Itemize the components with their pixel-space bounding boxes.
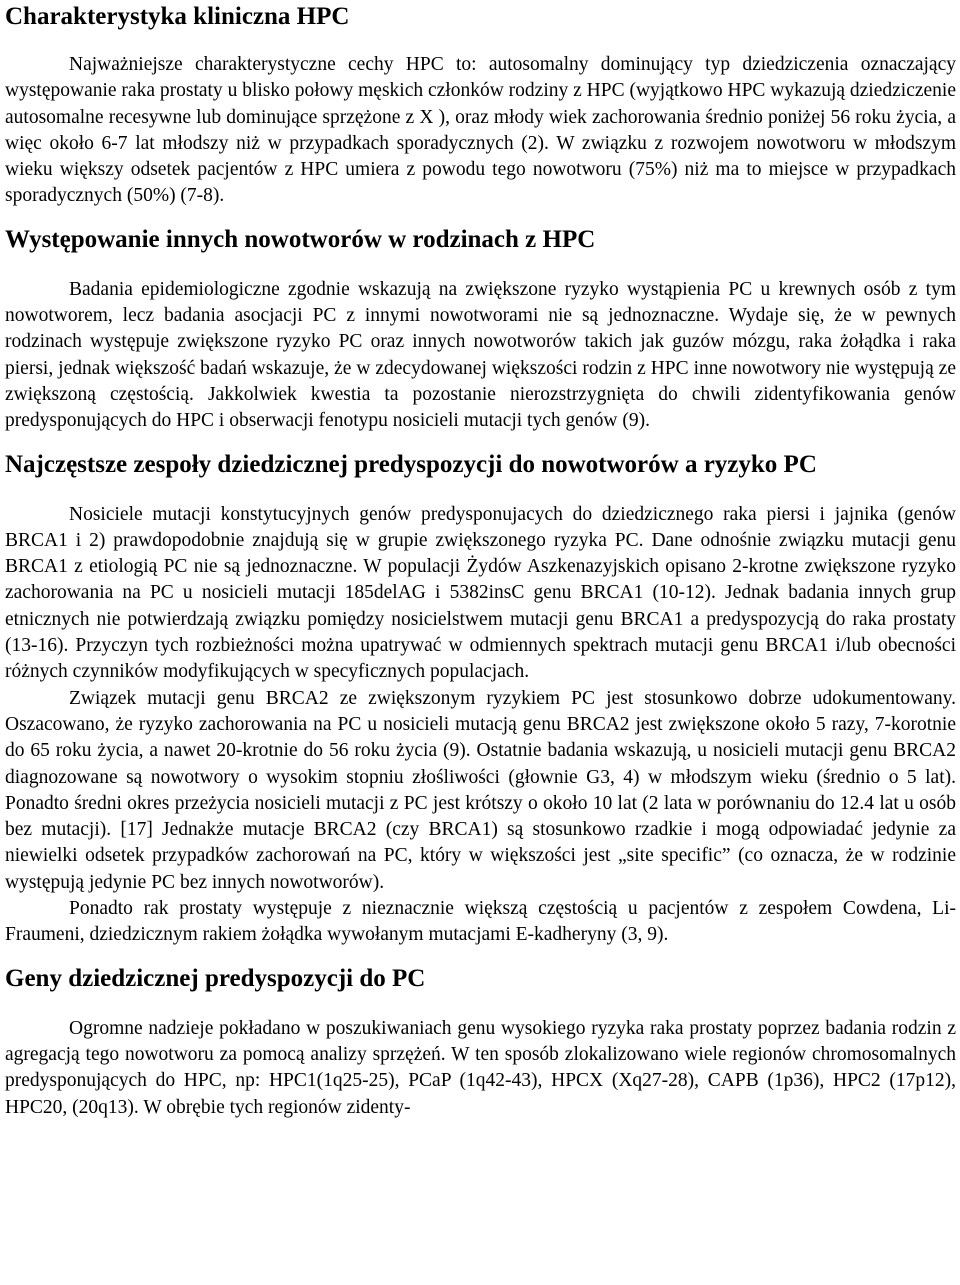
section-syndromes-paragraph-3: Ponadto rak prostaty występuje z nieznacznie większą częstością u pacjentów z zespołem Cowdena, Li-Fraumeni, dziedzicznym rakiem żołądka wywołanym mutacjami E-kadheryny (3, 9). bbox=[5, 898, 956, 946]
section-genes-paragraph: Ogromne nadzieje pokładano w poszukiwaniach genu wysokiego ryzyka raka prostaty poprzez badania rodzin z agregacją tego nowotworu za pomocą analizy sprzężeń. W ten sposób zlokalizowano wiele regionów chromosomalnych predysponujących do HPC, np: HPC1(1q25-25), PCaP (1q42-43), HPCX (Xq27-28), CAPB (1p36), HPC2 (17p12), HPC20, (20q13). W obrębie tych regionów zidenty- bbox=[5, 1017, 956, 1118]
document-title: Charakterystyka kliniczna HPC bbox=[5, 3, 350, 30]
intro-paragraph: Najważniejsze charakterystyczne cechy HPC to: autosomalny dominujący typ dziedziczenia oznaczający występowanie raka prostaty u blisko połowy męskich członków rodziny z HPC (wyjątkowo HPC wykazują dziedziczenie autosomalne recesywne lub dominujące sprzężone z X ), oraz młody wiek zachorowania średnio poniżej 56 roku życia, a więc około 6-7 lat młodszy niż w przypadkach sporadycznych (2). W związku z rozwojem nowotworu w młodszym wieku większy odsetek pacjentów z HPC umiera z powodu tego nowotworu (75%) niż ma to miejsce w przypadkach sporadycznych (50%) (7-8). bbox=[5, 54, 956, 207]
section-heading-genes: Geny dziedzicznej predyspozycji do PC bbox=[5, 964, 426, 992]
section-syndromes-paragraph-2: Związek mutacji genu BRCA2 ze zwiększonym ryzykiem PC jest stosunkowo dobrze udokumentowany. Oszacowano, że ryzyko zachorowania na PC u nosicieli mutacją genu BRCA2 jest zwiększone około 5 razy, 7-korotnie do 65 roku życia, a nawet 20-krotnie do 56 roku życia (9). Ostatnie badania wskazują, u nosicieli mutacji genu BRCA2 diagnozowane są nowotwory o wysokim stopniu złośliwości (głownie G3, 4) w młodszym wieku (średnio o 5 lat). Ponadto średni okres przeżycia nosicieli mutacji z PC jest krótszy o około 10 lat (2 lata w porównaniu do 12.4 lat u osób bez mutacji). [17] Jednakże mutacje BRCA2 (czy BRCA1) są stosunkowo rzadkie i mogą odpowiadać jedynie za niewielki odsetek przypadków zachorowań na PC, który w większości jest „site specific” (co oznacza, że w rodzinie występują jedynie PC bez innych nowotworów). bbox=[5, 687, 956, 893]
section-heading-other-cancers: Występowanie innych nowotworów w rodzinach z HPC bbox=[5, 225, 596, 253]
section-heading-syndromes: Najczęstsze zespoły dziedzicznej predyspozycji do nowotworów a ryzyko PC bbox=[5, 450, 817, 478]
document-page bbox=[5, 0, 956, 1121]
section-syndromes-paragraph-1: Nosiciele mutacji konstytucyjnych genów predysponujacych do dziedzicznego raka piersi i jajnika (genów BRCA1 i 2) prawdopodobnie znajdują się w grupie zwiększonego ryzyka PC. Dane odnośnie związku mutacji genu BRCA1 z etiologią PC nie są jednoznaczne. W populacji Żydów Aszkenazyjskich opisano 2-krotne zwiększone ryzyko zachorowania na PC u nosicieli mutacji 185delAG i 5382insC genu BRCA1 (10-12). Jednak badania innych grup etnicznych nie potwierdzają związku pomiędzy nosicielstwem mutacji genu BRCA1 a predyspozycją do raka prostaty (13-16). Przyczyn tych rozbieżności można upatrywać w odmiennych spektrach mutacji genu BRCA1 i/lub obecności różnych czynników modyfikujących w specyficznych populacjach. bbox=[5, 503, 956, 683]
section-other-cancers-paragraph: Badania epidemiologiczne zgodnie wskazują na zwiększone ryzyko wystąpienia PC u krewnych osób z tym nowotworem, lecz badania asocjacji PC z innymi nowotworami nie są jednoznaczne. Wydaje się, że w pewnych rodzinach występuje zwiększone ryzyko PC oraz innych nowotworów takich jak guzów mózgu, raka żołądka i raka piersi, jednak większość badań wskazuje, że w zdecydowanej większości rodzin z HPC inne nowotwory nie występują ze zwiększoną częstością. Jakkolwiek kwestia ta pozostanie nierozstrzygnięta do chwili zidentyfikowania genów predysponujących do HPC i obserwacji fenotypu nosicieli mutacji tych genów (9). bbox=[5, 278, 956, 432]
